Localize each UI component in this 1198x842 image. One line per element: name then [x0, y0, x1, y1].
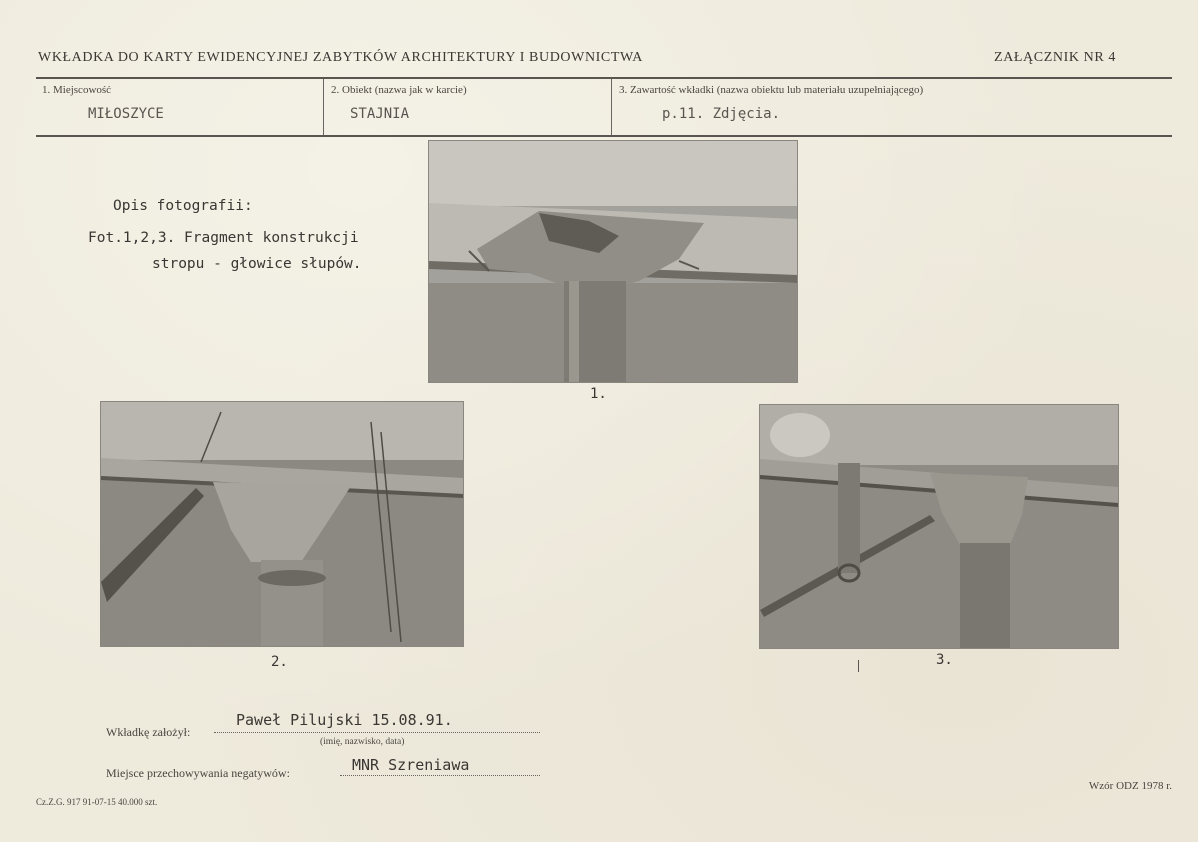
print-info: Cz.Z.G. 917 91-07-15 40.000 szt. — [36, 797, 158, 807]
header-rule-top — [36, 77, 1172, 79]
description-line-2: stropu - głowice słupów. — [152, 256, 362, 272]
document-title: WKŁADKA DO KARTY EWIDENCYJNEJ ZABYTKÓW ARCHITEKTURY I BUDOWNICTWA — [38, 50, 643, 65]
photo-3-tick-mark — [858, 660, 859, 672]
annex-number: ZAŁĄCZNIK NR 4 — [994, 50, 1116, 65]
header-rule-bottom — [36, 135, 1172, 137]
description-line-1: Fot.1,2,3. Fragment konstrukcji — [88, 230, 359, 246]
field-label-content: 3. Zawartość wkładki (nazwa obiektu lub materiału uzupełniającego) — [619, 84, 924, 96]
photo-3-image — [760, 405, 1118, 648]
photo-2 — [101, 402, 463, 646]
author-dotted-line — [214, 732, 540, 733]
author-value: Paweł Pilujski 15.08.91. — [236, 711, 453, 729]
template-version: Wzór ODZ 1978 r. — [1088, 780, 1172, 792]
photo-1-number: 1. — [590, 386, 607, 402]
photo-1 — [429, 141, 797, 382]
storage-value: MNR Szreniawa — [352, 756, 470, 774]
field-label-locality: 1. Miejscowość — [42, 84, 112, 96]
photo-3 — [760, 405, 1118, 648]
field-divider-2 — [611, 79, 612, 135]
field-value-content: p.11. Zdjęcia. — [662, 106, 781, 122]
field-divider-1 — [323, 79, 324, 135]
photo-3-number: 3. — [936, 652, 953, 668]
field-value-locality: MIŁOSZYCE — [88, 106, 164, 122]
author-label: Wkładkę założył: — [106, 725, 191, 739]
field-label-object: 2. Obiekt (nazwa jak w karcie) — [331, 84, 467, 96]
photo-2-image — [101, 402, 463, 646]
photo-2-number: 2. — [271, 654, 288, 670]
description-heading: Opis fotografii: — [113, 198, 253, 214]
storage-label: Miejsce przechowywania negatywów: — [106, 766, 290, 780]
field-value-object: STAJNIA — [350, 106, 410, 122]
storage-dotted-line — [340, 775, 540, 776]
author-caption: (imię, nazwisko, data) — [320, 737, 405, 747]
photo-1-image — [429, 141, 797, 382]
